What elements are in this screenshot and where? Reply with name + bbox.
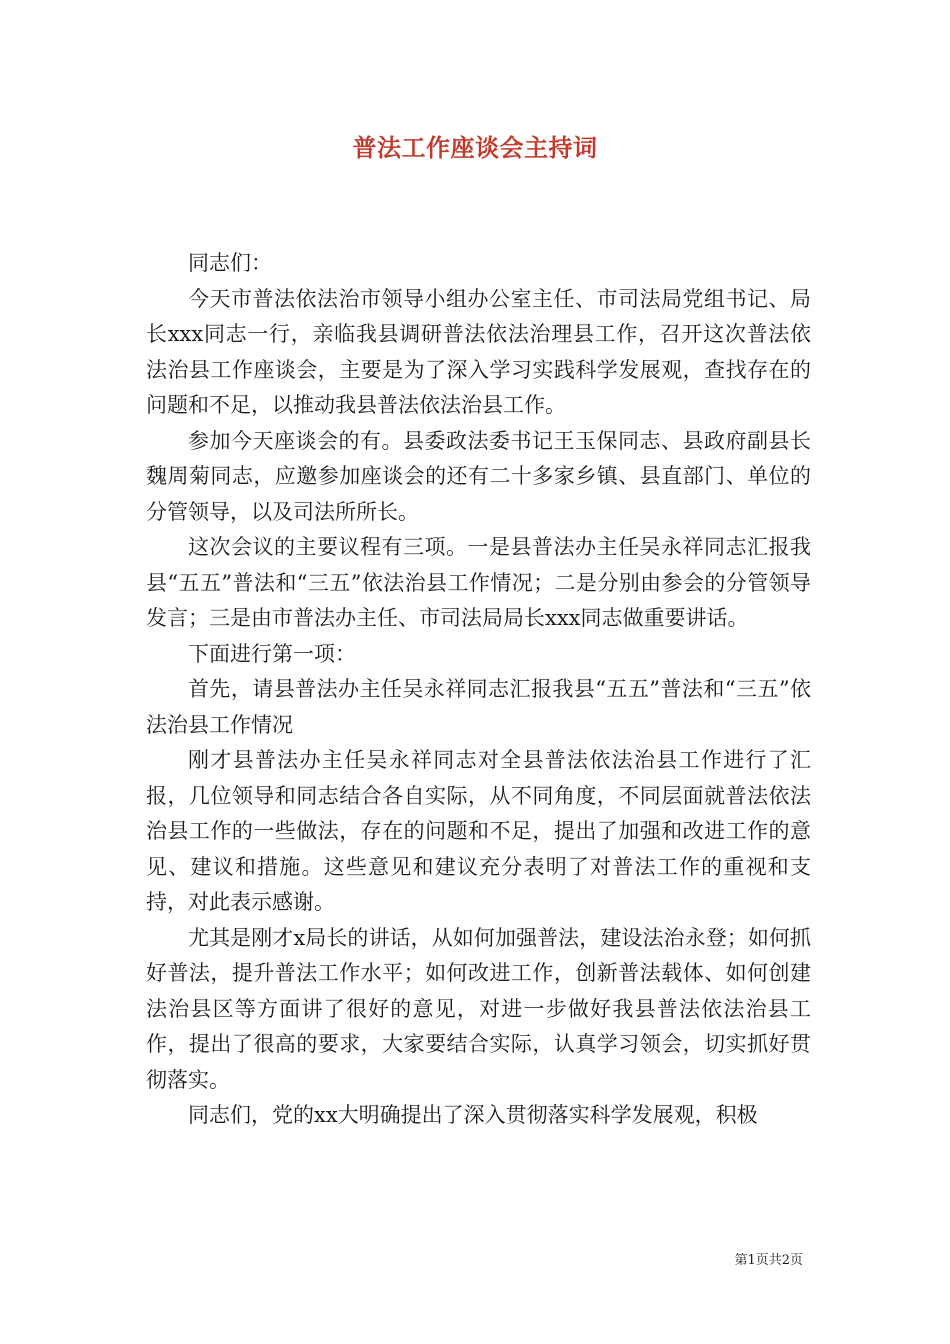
document-title: 普法工作座谈会主持词 [352, 133, 598, 162]
paragraph-report-request: 首先，请县普法办主任吴永祥同志汇报我县“五五”普法和“三五”依法治县工作情况 [146, 677, 811, 737]
document-body [146, 246, 811, 1134]
paragraph-attendees: 参加今天座谈会的有。县委政法委书记王玉保同志、县政府副县长魏周菊同志，应邀参加座谈会的还有二十多家乡镇、县直部门、单位的分管领导，以及司法所所长。 [146, 428, 811, 524]
paragraph-greeting: 同志们： [188, 251, 272, 275]
paragraph-summary: 刚才县普法办主任吴永祥同志对全县普法依法治县工作进行了汇报，几位领导和同志结合各自实际，从不同角度，不同层面就普法依法治县工作的一些做法，存在的问题和不足，提出了加强和改进工作的意见、建议和措施。这些意见和建议充分表明了对普法工作的重视和支持，对此表示感谢。 [146, 748, 811, 914]
paragraph-first-item: 下面进行第一项： [188, 641, 356, 666]
paragraph-closing: 同志们，党的xx大明确提出了深入贯彻落实科学发展观，积极 [188, 1103, 758, 1127]
paragraph-speech-review: 尤其是刚才x局长的讲话，从如何加强普法，建设法治永登；如何抓好普法，提升普法工作水平；如何改进工作，创新普法载体、如何创建法治县区等方面讲了很好的意见，对进一步做好我县普法依法治县工作，提出了很高的要求，大家要结合实际，认真学习领会，切实抓好贯彻落实。 [146, 925, 811, 1092]
paragraph-agenda: 这次会议的主要议程有三项。一是县普法办主任吴永祥同志汇报我县“五五”普法和“三五”依法治县工作情况；二是分别由参会的分管领导发言；三是由市普法办主任、市司法局局长xxx同志做重要讲话。 [146, 535, 811, 630]
page-number: 第1页共2页 [734, 1253, 803, 1268]
paragraph-intro: 今天市普法依法治市领导小组办公室主任、市司法局党组书记、局长xxx同志一行，亲临我县调研普法依法治理县工作，召开这次普法依法治县工作座谈会，主要是为了深入学习实践科学发展观，查找存在的问题和不足，以推动我县普法依法治县工作。 [146, 286, 811, 417]
